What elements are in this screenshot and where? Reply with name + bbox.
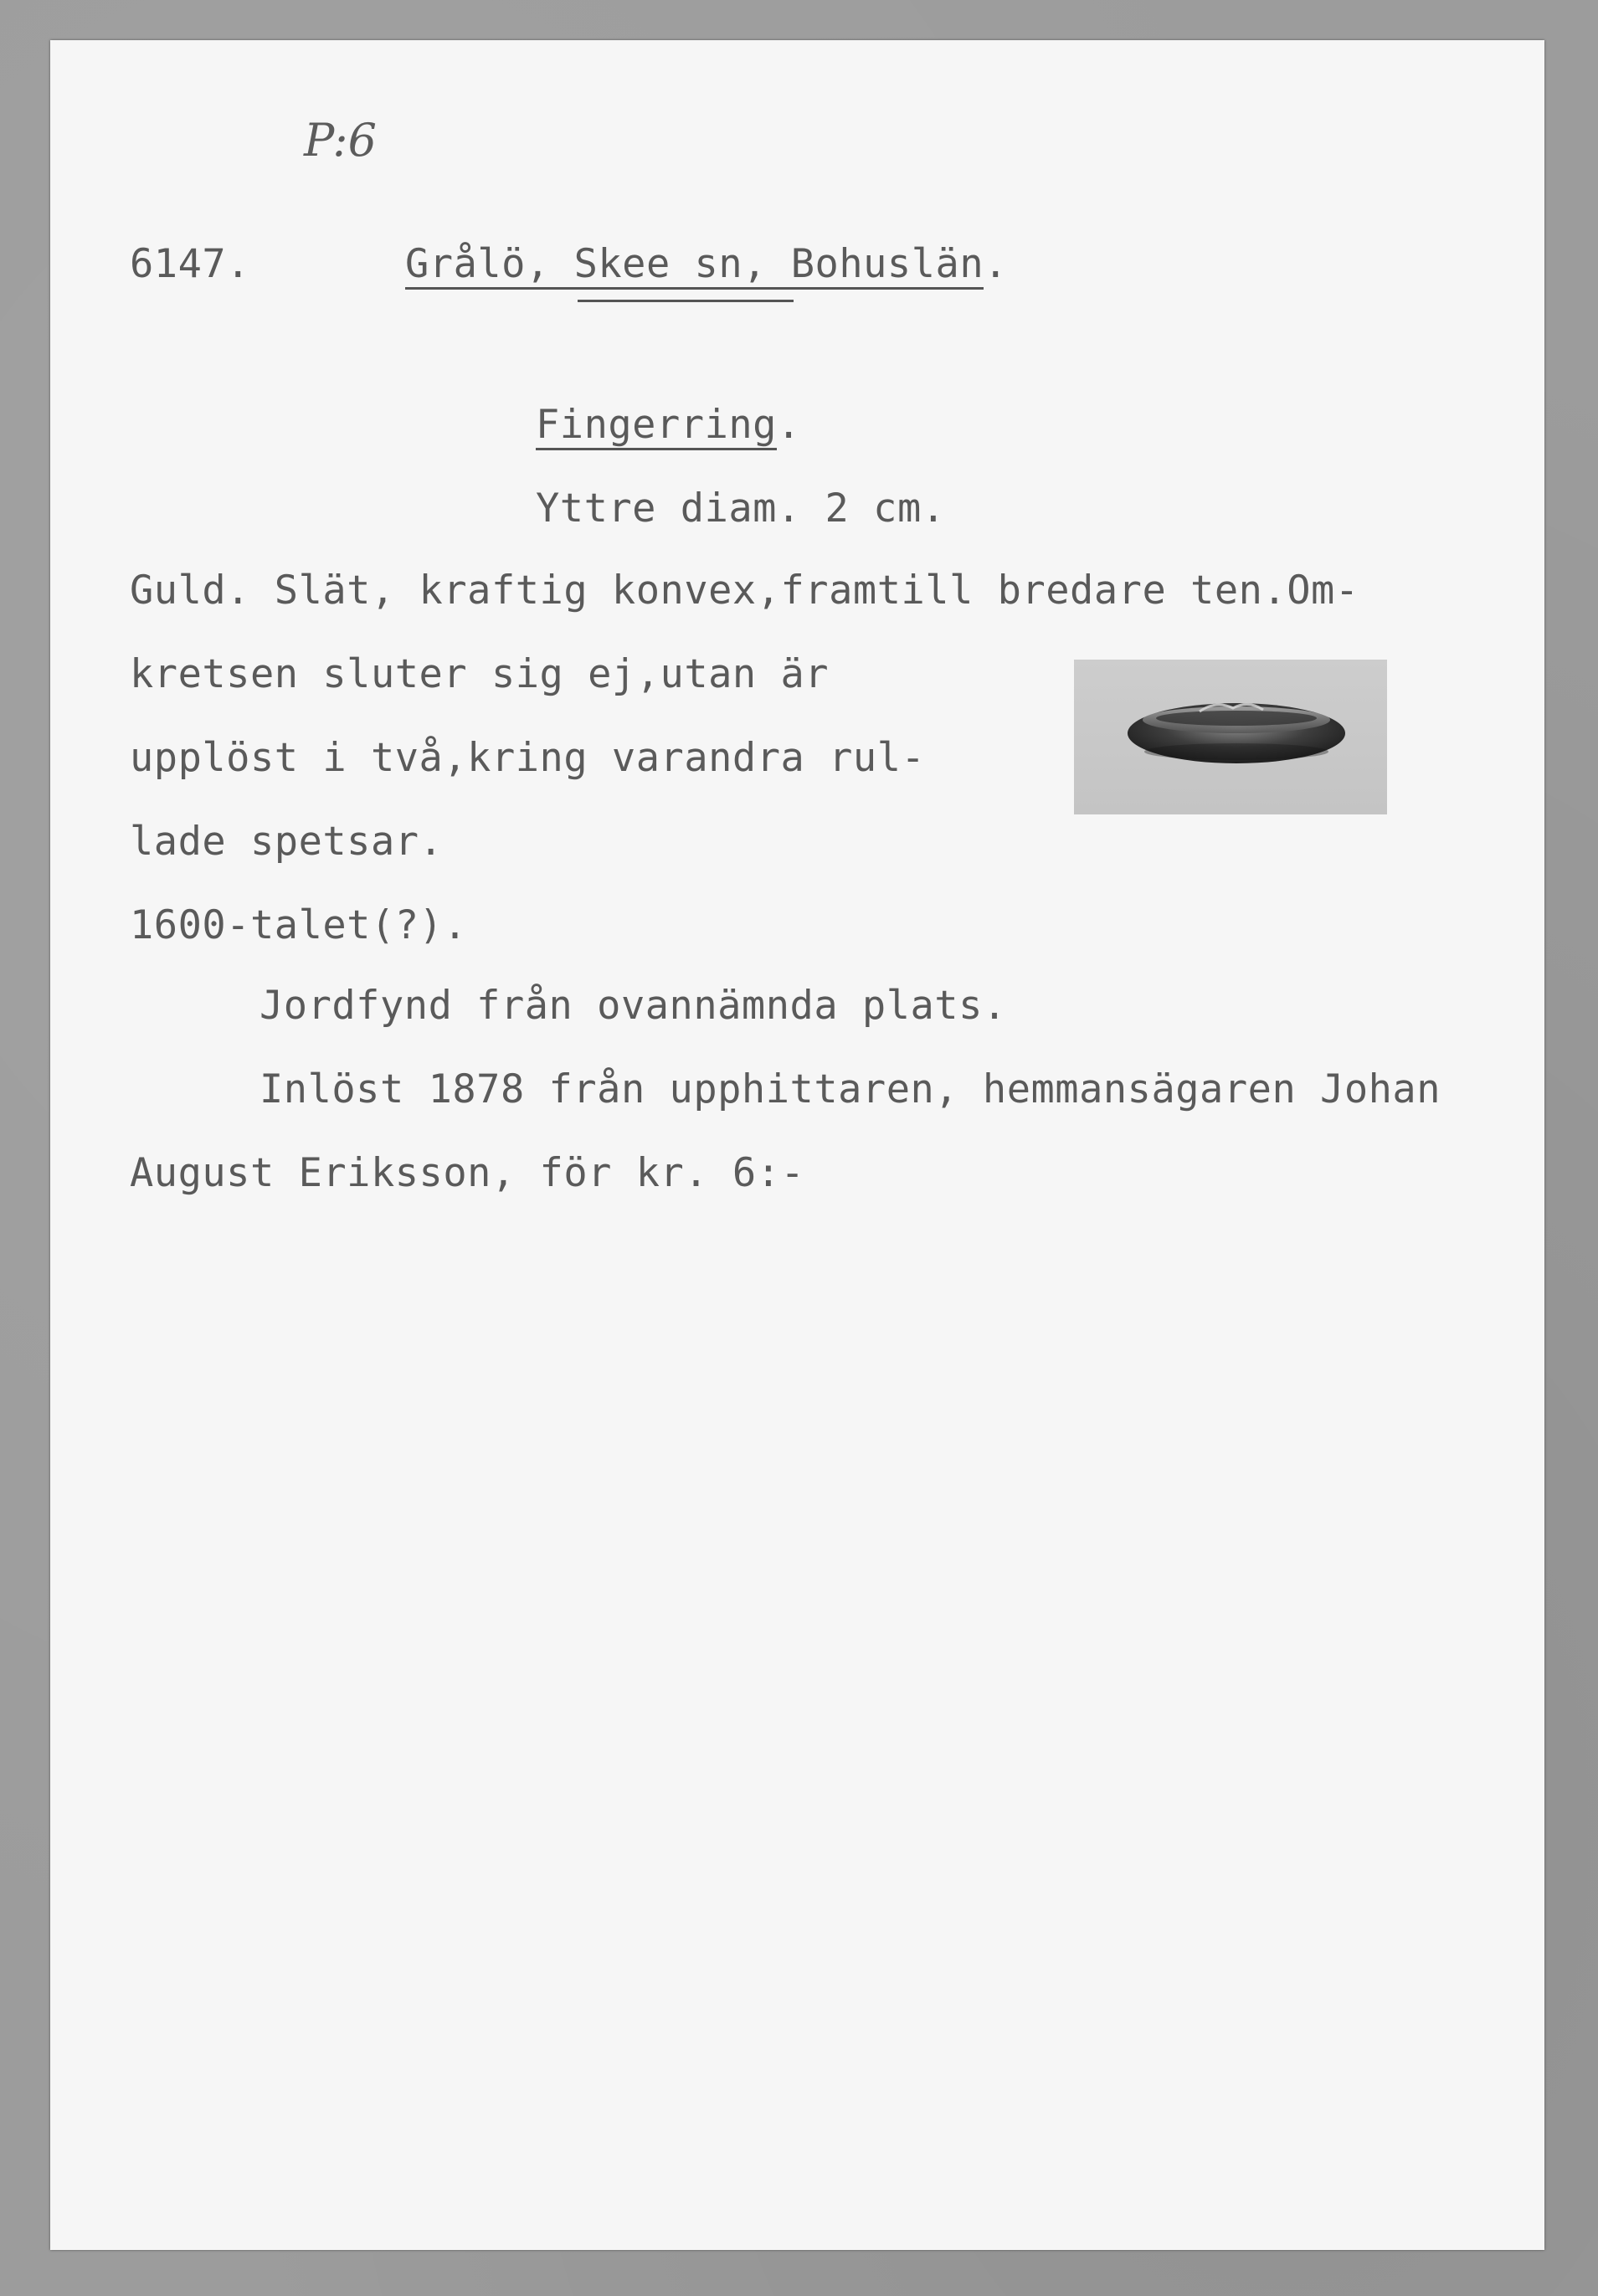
- catalogue-number: 6147.: [130, 241, 250, 287]
- gold-ring-icon: [1074, 660, 1387, 814]
- location-period: .: [984, 241, 1008, 287]
- acquisition-line-2: August Eriksson, för kr. 6:-: [130, 1150, 805, 1196]
- object-name-line: [536, 402, 801, 449]
- object-name: Fingerring: [536, 402, 777, 450]
- object-name-period: .: [776, 402, 801, 448]
- description-line-1: Guld. Slät, kraftig konvex,framtill bredare ten.Om-: [130, 568, 1359, 614]
- description-line-3: upplöst i två,kring varandra rul-: [130, 735, 926, 781]
- ring-photo: [1074, 660, 1387, 814]
- location-text: Grålö, Skee sn, Bohuslän: [405, 241, 984, 290]
- dating-line: 1600-talet(?).: [130, 902, 468, 948]
- dimension-line: Yttre diam. 2 cm.: [536, 485, 946, 532]
- find-line: Jordfynd från ovannämnda plats.: [259, 983, 1007, 1029]
- handwritten-mark: P:6: [304, 114, 377, 167]
- description-line-2: kretsen sluter sig ej,utan är: [130, 651, 830, 697]
- secondary-underline: [578, 300, 794, 302]
- description-line-4: lade spetsar.: [130, 819, 444, 865]
- catalogue-card: [50, 40, 1544, 2250]
- acquisition-line-1: Inlöst 1878 från upphittaren, hemmansägaren Johan: [259, 1066, 1441, 1112]
- location-line: [405, 241, 1008, 288]
